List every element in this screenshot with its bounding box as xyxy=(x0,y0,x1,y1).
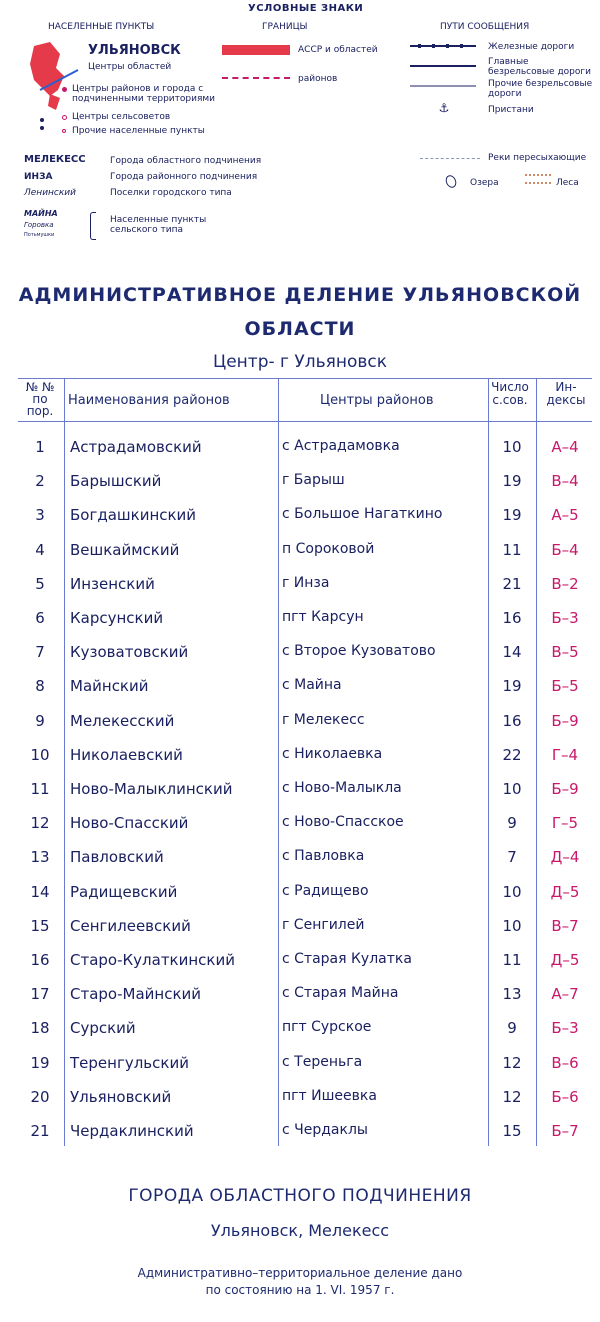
note-line2: по состоянию на 1. VI. 1957 г. xyxy=(205,1283,395,1297)
row-number: 4 xyxy=(35,540,45,559)
grid-index: Б–6 xyxy=(551,1087,579,1106)
border-assr-symbol xyxy=(222,45,290,55)
table-row xyxy=(0,1019,600,1049)
council-count: 12 xyxy=(502,1053,522,1072)
district-name: Чердаклинский xyxy=(70,1122,194,1140)
grid-index: Д–4 xyxy=(550,848,580,867)
row-number: 21 xyxy=(30,1122,50,1140)
grid-index: В–7 xyxy=(551,916,579,935)
district-name: Теренгульский xyxy=(70,1053,189,1072)
village-council-dot-icon xyxy=(62,115,67,120)
district-center: пгт Ишеевка xyxy=(282,1087,377,1104)
district-center: с Большое Нагаткино xyxy=(282,506,443,523)
district-center: с Старая Кулатка xyxy=(282,951,412,967)
example-melekess: МЕЛЕКЕСС xyxy=(24,154,86,165)
table-row xyxy=(0,1054,600,1084)
district-name: Вешкаймский xyxy=(70,540,180,559)
example-gorovka: Гоpовка xyxy=(24,221,54,229)
page-title-line1: АДМИНИСТРАТИВНОЕ ДЕЛЕНИЕ УЛЬЯНОВСКОЙ xyxy=(18,284,582,306)
border-district-symbol xyxy=(222,77,290,79)
council-count: 10 xyxy=(502,438,522,456)
table-top-rule xyxy=(18,378,592,379)
page-subtitle: Центр- г Ульяновск xyxy=(213,352,387,372)
district-center: пгт Карсун xyxy=(282,609,364,625)
legend-other-roads: Прочие безрельсовые дороги xyxy=(488,79,593,99)
district-center: с Тереньга xyxy=(282,1053,363,1070)
legend-settlements-heading: НАСЕЛЕННЫЕ ПУНКТЫ xyxy=(48,22,155,32)
row-number: 10 xyxy=(30,745,50,764)
forest-icon xyxy=(525,174,551,184)
legend-border-district: районов xyxy=(298,74,338,84)
district-center: с Второе Кузоватово xyxy=(282,643,436,660)
row-number: 3 xyxy=(35,506,45,525)
table-row xyxy=(0,541,600,571)
district-name: Богдашкинский xyxy=(70,506,197,525)
table-row xyxy=(0,1088,600,1118)
svg-text:⚓: ⚓ xyxy=(438,101,450,115)
example-small-village: Потьмушки xyxy=(24,232,55,238)
district-name: Кузоватовский xyxy=(70,643,189,662)
page-title-line2: ОБЛАСТИ xyxy=(244,318,356,340)
grid-index: В–2 xyxy=(551,574,579,593)
table-row xyxy=(0,951,600,981)
row-number: 2 xyxy=(35,472,45,491)
legend-cat-settlements: Поселки городского типа xyxy=(110,188,232,198)
legend-piers: Пристани xyxy=(488,105,534,115)
district-center: с Астрадамовка xyxy=(282,438,400,454)
row-number: 9 xyxy=(35,711,45,730)
row-number: 13 xyxy=(30,848,50,867)
district-name: Мелекесский xyxy=(70,711,175,730)
legend-rivers: Реки пересыхающие xyxy=(488,153,587,163)
example-inza: ИНЗА xyxy=(24,172,53,182)
row-number: 6 xyxy=(35,609,45,627)
river-dry-symbol xyxy=(420,158,480,159)
council-count: 21 xyxy=(502,574,522,593)
council-count: 19 xyxy=(502,472,522,491)
grid-index: Б–9 xyxy=(551,711,579,730)
legend-title: УСЛОВНЫЕ ЗНАКИ xyxy=(248,3,364,14)
district-name: Старо-Кулаткинский xyxy=(70,951,235,969)
council-count: 13 xyxy=(502,985,522,1004)
grid-index: Г–5 xyxy=(551,814,579,833)
table-row xyxy=(0,472,600,502)
row-number: 1 xyxy=(35,438,45,456)
district-name: Майнский xyxy=(70,677,149,696)
district-name: Ново-Спасский xyxy=(70,814,189,833)
grid-index: Б–3 xyxy=(551,1019,579,1038)
district-center: с Старая Майна xyxy=(282,985,399,1002)
district-name: Радищевский xyxy=(70,882,178,901)
other-place-dot-icon xyxy=(62,129,66,133)
district-name: Николаевский xyxy=(70,745,183,764)
grid-index: Б–3 xyxy=(551,609,579,627)
district-center: г Инза xyxy=(282,574,330,591)
col-header-index: Ин- дексы xyxy=(546,380,586,407)
legend-cat-regional: Города областного подчинения xyxy=(110,156,262,166)
district-name: Ульяновский xyxy=(70,1087,172,1106)
table-row xyxy=(0,575,600,605)
grid-index: Д–5 xyxy=(550,882,580,901)
legend-lakes: Озера xyxy=(470,178,499,188)
grid-index: Б–9 xyxy=(551,780,579,798)
table-row xyxy=(0,985,600,1015)
council-count: 10 xyxy=(502,916,522,935)
grid-index: Д–5 xyxy=(550,951,580,969)
legend-cat-district: Города районного подчинения xyxy=(110,172,258,182)
note-line1: Административно–территориальное деление дано xyxy=(137,1266,463,1280)
district-name: Астрадамовский xyxy=(70,438,202,456)
legend-cat-rural: Населенные пункты сельского типа xyxy=(110,215,207,235)
council-count: 16 xyxy=(502,711,522,730)
legend-regional-centers: Центры областей xyxy=(88,62,172,72)
district-center: с Ново-Малыкла xyxy=(282,780,402,796)
district-center: с Радищево xyxy=(282,882,369,899)
council-count: 22 xyxy=(502,745,522,764)
council-count: 12 xyxy=(502,1087,522,1106)
row-number: 12 xyxy=(30,814,50,833)
council-count: 19 xyxy=(502,677,522,696)
council-count: 10 xyxy=(502,780,522,798)
council-count: 16 xyxy=(502,609,522,627)
grid-index: В–4 xyxy=(551,472,579,491)
legend-village-councils: Центры сельсоветов xyxy=(72,112,171,122)
council-count: 15 xyxy=(502,1122,522,1140)
council-count: 11 xyxy=(502,540,522,559)
district-center: п Сороковой xyxy=(282,540,375,557)
cities-list: Ульяновск, Мелекесс xyxy=(210,1221,390,1240)
district-name: Сенгилеевский xyxy=(70,916,191,935)
row-number: 5 xyxy=(35,574,45,593)
district-center: с Ново-Спасское xyxy=(282,814,404,831)
district-center-dot-icon xyxy=(62,87,67,92)
routes-symbols xyxy=(408,40,480,140)
district-name: Сурский xyxy=(70,1019,136,1038)
row-number: 15 xyxy=(30,916,50,935)
table-row xyxy=(0,780,600,810)
legend-forests: Леса xyxy=(556,178,579,188)
row-number: 8 xyxy=(35,677,45,696)
table-row xyxy=(0,712,600,742)
council-count: 9 xyxy=(507,1019,517,1038)
legend-other-places: Прочие населенные пункты xyxy=(72,126,205,136)
col-header-num: № № по пор. xyxy=(25,380,55,418)
legend-city-example: УЛЬЯНОВСК xyxy=(88,43,181,58)
district-name: Ново-Малыклинский xyxy=(70,780,233,798)
district-name: Барышский xyxy=(70,472,162,491)
legend-district-centers: Центры районов и города с подчиненными территориями xyxy=(72,84,215,104)
table-row xyxy=(0,848,600,878)
district-name: Павловский xyxy=(70,848,164,867)
district-center: г Барыш xyxy=(282,472,345,489)
col-header-count: Число с.сов. xyxy=(491,380,529,407)
grid-index: Б–4 xyxy=(551,540,579,559)
district-center: с Павловка xyxy=(282,848,365,865)
table-row xyxy=(0,506,600,536)
table-row xyxy=(0,814,600,844)
district-name: Старо-Майнский xyxy=(70,985,202,1004)
district-name: Инзенский xyxy=(70,574,155,593)
table-row xyxy=(0,917,600,947)
col-header-center: Центры районов xyxy=(320,393,434,408)
col-header-name: Наименования районов xyxy=(68,393,230,408)
grid-index: А–7 xyxy=(551,985,579,1004)
council-count: 14 xyxy=(502,643,522,662)
cities-title: ГОРОДА ОБЛАСТНОГО ПОДЧИНЕНИЯ xyxy=(128,1186,472,1206)
district-center: с Майна xyxy=(282,677,342,694)
row-number: 19 xyxy=(30,1053,50,1072)
row-number: 20 xyxy=(30,1087,50,1106)
row-number: 16 xyxy=(30,951,50,969)
district-center: пгт Сурское xyxy=(282,1019,372,1036)
table-row xyxy=(0,883,600,913)
example-maina: МАЙНА xyxy=(24,209,58,218)
row-number: 11 xyxy=(30,780,50,798)
table-row xyxy=(0,438,600,468)
grid-index: В–5 xyxy=(551,643,579,662)
grid-index: Г–4 xyxy=(551,745,579,764)
district-center: г Сенгилей xyxy=(282,916,365,933)
council-count: 11 xyxy=(502,951,522,969)
district-name: Карсунский xyxy=(70,609,164,627)
row-number: 7 xyxy=(35,643,45,662)
council-count: 10 xyxy=(502,882,522,901)
council-count: 9 xyxy=(507,814,517,833)
row-number: 18 xyxy=(30,1019,50,1038)
legend-borders-heading: ГРАНИЦЫ xyxy=(262,22,308,32)
grid-index: В–6 xyxy=(551,1053,579,1072)
table-row xyxy=(0,609,600,639)
row-number: 17 xyxy=(30,985,50,1004)
table-row xyxy=(0,1122,600,1152)
legend-map-fragment xyxy=(20,36,80,136)
council-count: 7 xyxy=(507,848,517,867)
brace-icon xyxy=(90,212,96,240)
grid-index: Б–7 xyxy=(551,1122,579,1140)
table-row xyxy=(0,677,600,707)
district-center: с Николаевка xyxy=(282,745,383,762)
table-row xyxy=(0,643,600,673)
row-number: 14 xyxy=(30,882,50,901)
lake-icon xyxy=(444,173,459,189)
grid-index: Б–5 xyxy=(551,677,579,696)
grid-index: А–5 xyxy=(551,506,579,525)
legend-border-assr: АССР и областей xyxy=(298,45,378,55)
district-center: с Чердаклы xyxy=(282,1122,368,1138)
legend-routes-heading: ПУТИ СООБЩЕНИЯ xyxy=(440,22,530,32)
legend-main-roads: Главные безрельсовые дороги xyxy=(488,57,591,77)
example-leninsky: Ленинский xyxy=(24,188,77,198)
table-row xyxy=(0,746,600,776)
council-count: 19 xyxy=(502,506,522,525)
grid-index: А–4 xyxy=(551,438,579,456)
legend-rail: Железные дороги xyxy=(488,42,575,52)
table-header-rule xyxy=(18,421,592,422)
district-center: г Мелекесс xyxy=(282,711,365,728)
